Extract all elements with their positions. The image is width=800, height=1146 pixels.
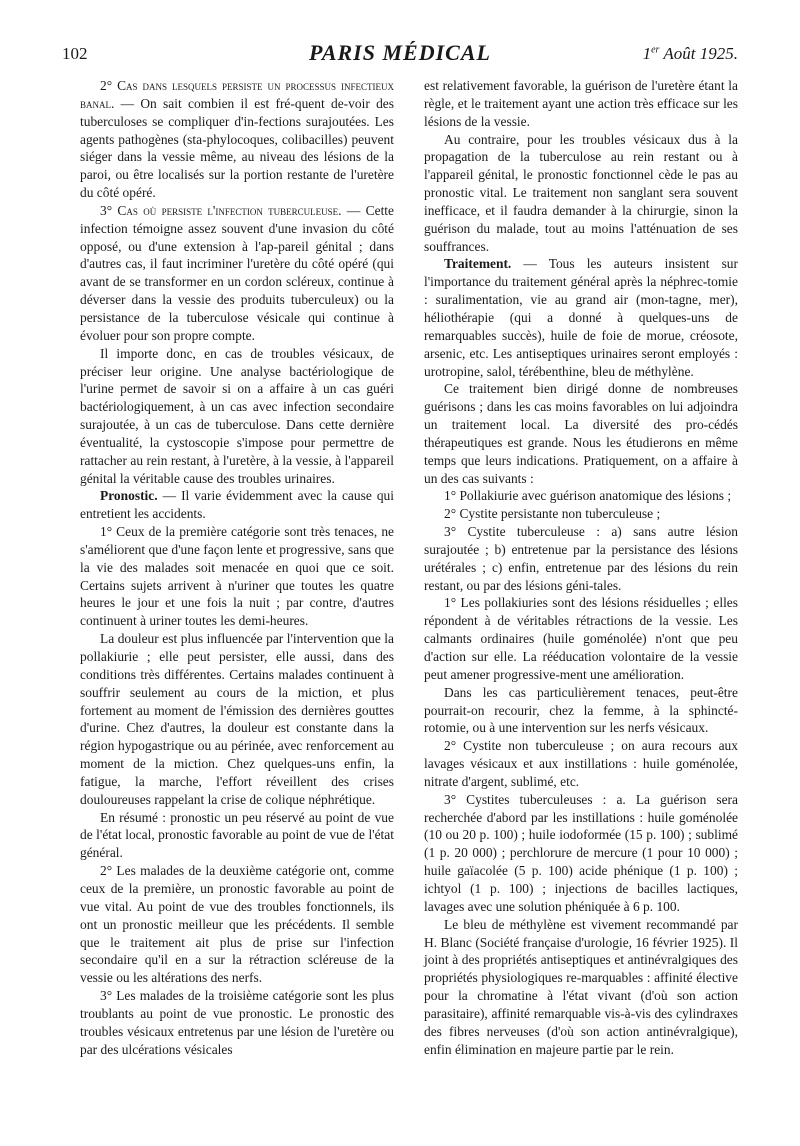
paragraph (424, 684, 738, 738)
paragraph (80, 523, 394, 630)
paragraph-text: 2° Cystite non tuberculeuse ; on aura recours aux lavages vésicaux et aux instillations : huile goménolée, nitrate d'argent, sublimé, etc. (424, 738, 738, 789)
paragraph-text: — Il varie évidemment avec la cause qui entretient les accidents. (80, 488, 394, 522)
paragraph (424, 380, 738, 487)
page-header (62, 40, 738, 72)
paragraph (80, 630, 394, 808)
left-column (80, 77, 394, 1058)
paragraph (424, 916, 738, 1059)
paragraph-text: 1° Les pollakiuries sont des lésions résiduelles ; elles répondent à de véritables rétractions de la vessie. Les calmants ordinaires (huile goménolée) n'ont que peu d'action sur elle. La rééducation volontaire de la vessie peut amener progressive-ment une amélioration. (424, 595, 738, 682)
paragraph (80, 202, 394, 345)
paragraph (80, 77, 394, 202)
paragraph-heading: 3° Cas où persiste l'infection tuberculeuse. (100, 202, 342, 218)
page-number: 102 (62, 44, 88, 63)
paragraph-text: — Tous les auteurs insistent sur l'importance du traitement général après la néphrec-tomie : suralimentation, vie au grand air (mon-tagne, mer), héliothérapie (qui a donné à quelques-uns de remarquables succès), huile de foie de morue, créosote, arsenic, etc. Les antiseptiques urinaires seront employés : urotropine, salol, térébenthine, bleu de méthylène. (424, 256, 738, 379)
paragraph (80, 987, 394, 1058)
paragraph (424, 77, 738, 131)
paragraph-text: La douleur est plus influencée par l'intervention que la pollakiurie ; elle peut persister, elle aussi, dans des conditions très différentes. Certains malades continuent à souffrir seulement au cours de la miction, et plus fortement au moment de l'émission des dernières gouttes d'urine. Chez d'autres, la douleur est constante dans la région hypogastrique ou au périnée, avec renforcement au moment de la miction. Chez quelques-uns enfin, la fatigue, la marche, l'effort réveillent des crises douloureuses rappelant la crise de colique néphrétique. (80, 631, 394, 807)
paragraph-text: 1° Ceux de la première catégorie sont très tenaces, ne s'améliorent que d'une façon lente et progressive, sans que la vie des malades soit menacée en quoi que ce soit. Certains sujets arrivent à n'uriner que toutes les quatre heures le jour et une fois la nuit ; par contre, d'autres continuent à uriner toutes les demi-heures. (80, 524, 394, 629)
paragraph-text: Il importe donc, en cas de troubles vésicaux, de préciser leur origine. Une analyse bactériologique de l'urine permet de savoir si on a affaire à un cas guéri bactériologiquement, à un cas avec infection secondaire surajoutée, à un cas de tuberculose. Dans cette dernière éventualité, la cystoscopie s'impose pour permettre de rattacher au rein restant, à l'uretère, à la vessie, à l'appareil génital la véritable cause des troubles urinaires. (80, 345, 394, 486)
paragraph (424, 255, 738, 380)
paragraph-text: 3° Cystite tuberculeuse : a) sans autre lésion surajoutée ; b) entretenue par la persistance des lésions urétérales ; c) enfin, entretenue par des lésions du rein restant, ou par des lésions géni-tales. (424, 524, 738, 593)
paragraph-text: Au contraire, pour les troubles vésicaux dus à la propagation de la tuberculose au rein restant ou à l'appareil génital, le pronostic fonctionnel cède le pas au pronostic vital. Le traitement non sanglant sera souvent inefficace, et il faudra demander à la chirurgie, sinon la guérison du malade, tout au moins l'atténuation de ses souffrances. (424, 131, 738, 254)
paragraph (80, 487, 394, 523)
paragraph (80, 345, 394, 488)
paragraph (80, 862, 394, 987)
paragraph (424, 594, 738, 683)
right-column (424, 77, 738, 1058)
paragraph-text: Le bleu de méthylène est vivement recommandé par H. Blanc (Société française d'urologie, 16 février 1925). Il joint à des propriétés antiseptiques et antinévralgiques des propriétés physiologiques re-marquables : affinité élective pour la chromatine à l'état vivant (d'où son action parasitaire), affinité remarquable vis-à-vis des cylindraxes des fibres nerveuses (d'où son action antinévralgique), enfin élimination en majeure partie par le rein. (424, 916, 738, 1057)
paragraph-text: 3° Les malades de la troisième catégorie sont les plus troublants au point de vue pronostic. Le pronostic des troubles vésicaux entretenus par une lésion de l'uretère ou par des ulcérations vésicales (80, 988, 394, 1057)
paragraph-text: est relativement favorable, la guérison de l'uretère étant la règle, et le traitement ayant une action très efficace sur les lésions de la vessie. (424, 78, 738, 129)
paragraph-text: 2° Les malades de la deuxième catégorie ont, comme ceux de la première, un pronostic favorable au point de vue vital. Au point de vue des troubles fonctionnels, ils ont un pronostic meilleur que les précédents. Il semble que le traitement ait plus de prise sur l'infection secondaire qu'il en a sur la rétraction scléreuse de la vessie ou les altérations des nerfs. (80, 863, 394, 986)
paragraph-heading: 2° Cas dans lesquels persiste un processus infectieux banal. (80, 78, 394, 111)
paragraph (80, 809, 394, 863)
paragraph-text: Dans les cas particulièrement tenaces, peut-être pourrait-on recourir, chez la femme, à la sphincté-rotomie, ou à une intervention sur les nerfs vésicaux. (424, 684, 738, 736)
paragraph (424, 505, 738, 523)
paragraph-text: En résumé : pronostic un peu réservé au point de vue de l'état local, pronostic favorable au point de vue de l'état général. (80, 809, 394, 861)
paragraph-text: 2° Cystite persistante non tuberculeuse ; (444, 506, 661, 522)
paragraph (424, 737, 738, 791)
paragraph-heading: Traitement. (444, 256, 512, 272)
paragraph-text: — Cette infection témoigne assez souvent d'une invasion du côté opposé, ou d'une extension à l'ap-pareil génital ; dans d'autres cas, il faut incriminer l'uretère du côté opéré (qui avant de se transformer en un cordon scléreux, continue à déverser dans la vessie des produits tuberculeux) ou la persistance de la tuberculose vésicale qui continue à évoluer pour son propre compte. (80, 202, 395, 343)
journal-title: PARIS MÉDICAL (309, 40, 491, 65)
paragraph-text: 1° Pollakiurie avec guérison anatomique des lésions ; (444, 488, 732, 504)
paragraph (424, 523, 738, 594)
paragraph-text: Ce traitement bien dirigé donne de nombreuses guérisons ; dans les cas moins favorables on lui adjoindra un traitement local. La diversité des pro-cédés thérapeutiques est grande. Nous les étudierons en même temps que leurs indications. Pratiquement, on a affaire à un des cas suivants : (424, 381, 738, 486)
paragraph (424, 791, 738, 916)
paragraph (424, 131, 738, 256)
paragraph-text: — On sait combien il est fré-quent de-voir des tuberculoses se compliquer d'in-fections surajoutées. Les agents pathogènes (sta-phylocoques, colibacilles) peuvent siéger dans la vessie même, au niveau des lésions de la paroi, ou être localisés sur la portion restante de l'uretère du côté opéré. (80, 95, 394, 201)
issue-date: 1er Août 1925. (642, 44, 738, 63)
paragraph-heading: Pronostic. (100, 488, 158, 504)
paragraph-text: 3° Cystites tuberculeuses : a. La guérison sera recherchée d'abord par les instillations : huile goménolée (10 ou 20 p. 100) ; huile iodoformée (15 p. 100) ; sublimé (1 p. 20 000) ; perchlorure de mercure (1 pour 10 000) ; huile gaïacolée (5 p. 100) acide phénique (1 p. 100) ; ichtyol (1 p. 100) ; injections de bacilles lactiques, lavages avec une solution phéniquée à 6 p. 100. (424, 791, 738, 914)
paragraph (424, 487, 738, 505)
